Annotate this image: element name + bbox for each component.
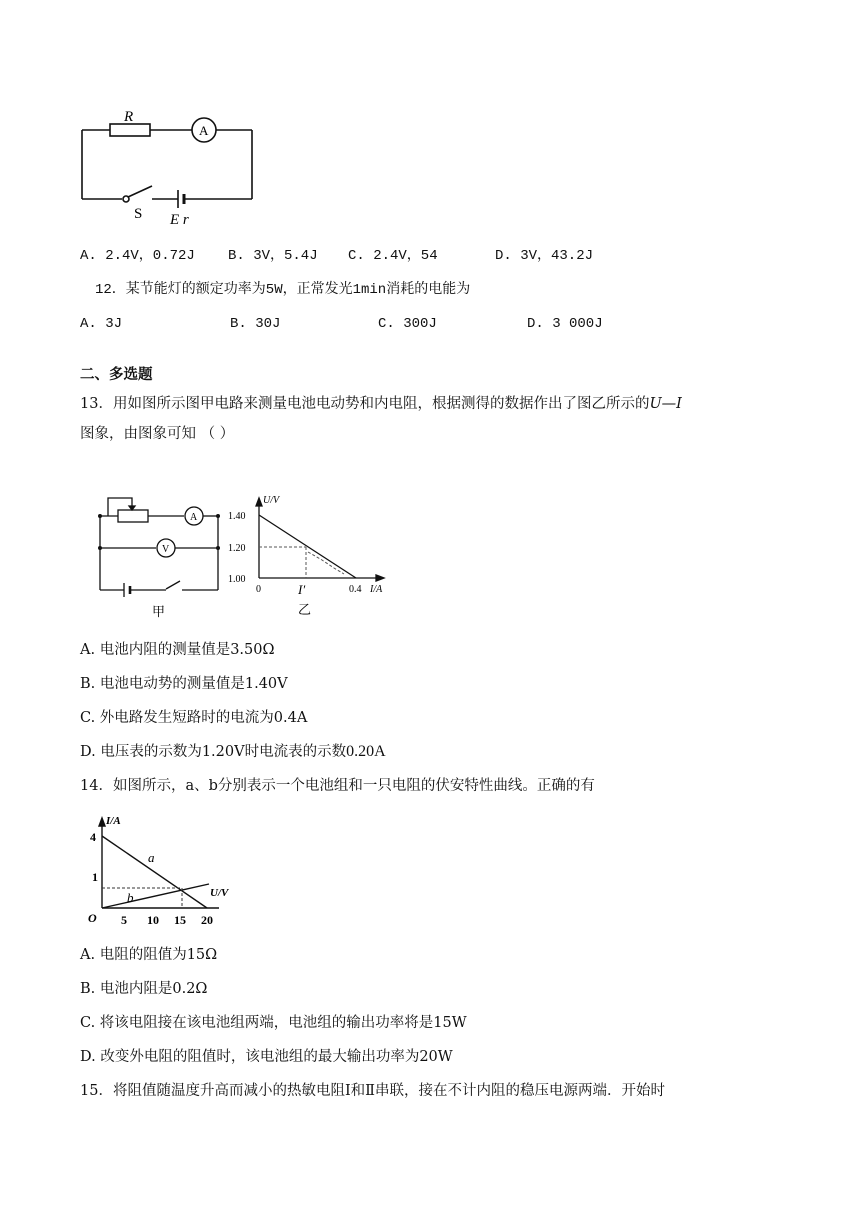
- label-jia: 甲: [152, 604, 166, 619]
- q13-option-d-value: 0.20A: [346, 743, 386, 760]
- q13-stem-ui: U—I: [649, 396, 682, 412]
- q13-option-d-text: D. 电压表的示数为1.20V时电流表的示数: [80, 744, 347, 760]
- q12-stem: 12．某节能灯的额定功率为5W，正常发光1min消耗的电能为: [95, 282, 471, 298]
- q11-option-b: B. 3V，5.4J: [228, 248, 318, 264]
- ui-graph-yi: [226, 490, 396, 635]
- q14-option-b: B. 电池内阻是0.2Ω: [80, 981, 208, 997]
- label-V: V: [162, 544, 170, 555]
- tick-20: 20: [201, 913, 213, 927]
- axis-x-label: U/V: [210, 887, 229, 899]
- q13-stem-line1: [80, 394, 682, 414]
- axis-y-label: U/V: [263, 495, 280, 506]
- q12-option-c: C. 300J: [378, 316, 437, 332]
- circuit-figure-jia: [94, 492, 234, 622]
- tick-1.00: 1.00: [228, 574, 246, 585]
- label-a: a: [148, 850, 155, 865]
- q13-option-a: A. 电池内阻的测量值是3.50Ω: [80, 642, 275, 658]
- q12-option-a: A. 3J: [80, 316, 123, 332]
- tick-0.4: 0.4: [349, 584, 362, 595]
- ui-line: [259, 515, 356, 578]
- tick-Iprime: I′: [298, 582, 306, 597]
- q14-option-a: A. 电阻的阻值为15Ω: [80, 947, 218, 963]
- switch-icon: [166, 581, 180, 589]
- q13-option-d: [80, 742, 386, 762]
- q14-option-d: D. 改变外电阻的阻值时，该电池组的最大输出功率为20W: [80, 1049, 453, 1065]
- label-S: S: [134, 206, 143, 222]
- label-A: A: [199, 123, 209, 138]
- tick-1.20: 1.20: [228, 543, 246, 554]
- tick-1.40: 1.40: [228, 511, 246, 522]
- q11-option-a: A. 2.4V，0.72J: [80, 248, 195, 264]
- q11-option-d: D. 3V，43.2J: [495, 248, 594, 264]
- rheostat: [118, 510, 148, 522]
- label-b: b: [127, 890, 134, 905]
- axis-x-label: I/A: [370, 584, 383, 595]
- label-A: A: [190, 512, 198, 523]
- label-yi: 乙: [298, 602, 312, 617]
- origin-O: O: [88, 911, 97, 925]
- line-a: [102, 836, 207, 908]
- q13-stem-text: 13．用如图所示图甲电路来测量电池电动势和内电阻，根据测得的数据作出了图乙所示的: [80, 396, 650, 412]
- resistor-R: [110, 124, 150, 136]
- q12-option-d: D. 3 000J: [527, 316, 603, 332]
- q11-option-c: C. 2.4V，54: [348, 248, 438, 264]
- q14-stem: 14．如图所示，a、b分别表示一个电池组和一只电阻的伏安特性曲线。正确的有: [80, 778, 595, 794]
- q14-option-c: C. 将该电阻接在该电池组两端，电池组的输出功率将是15W: [80, 1015, 467, 1031]
- tick-0: 0: [256, 584, 261, 595]
- tick-1: 1: [92, 870, 98, 884]
- tick-4: 4: [90, 830, 96, 844]
- q13-stem-line2: 图象，由图象可知 （ ）: [80, 426, 235, 442]
- label-Er: E r: [170, 212, 189, 228]
- tick-15: 15: [174, 913, 186, 927]
- section-title: 二、多选题: [80, 367, 153, 383]
- circuit-figure-top: [78, 108, 268, 228]
- q13-option-b: B. 电池电动势的测量值是1.40V: [80, 676, 288, 692]
- q15-stem: 15．将阻值随温度升高而减小的热敏电阻Ⅰ和Ⅱ串联，接在不计内阻的稳压电源两端．开始时: [80, 1083, 666, 1099]
- switch-S: [128, 186, 152, 197]
- q13-option-c: C. 外电路发生短路时的电流为0.4A: [80, 710, 308, 726]
- tick-10: 10: [147, 913, 159, 927]
- iv-graph-q14: [84, 812, 254, 930]
- label-R: R: [124, 109, 134, 125]
- axis-y-label: I/A: [106, 815, 121, 827]
- q12-option-b: B. 30J: [230, 316, 281, 332]
- tick-5: 5: [121, 913, 127, 927]
